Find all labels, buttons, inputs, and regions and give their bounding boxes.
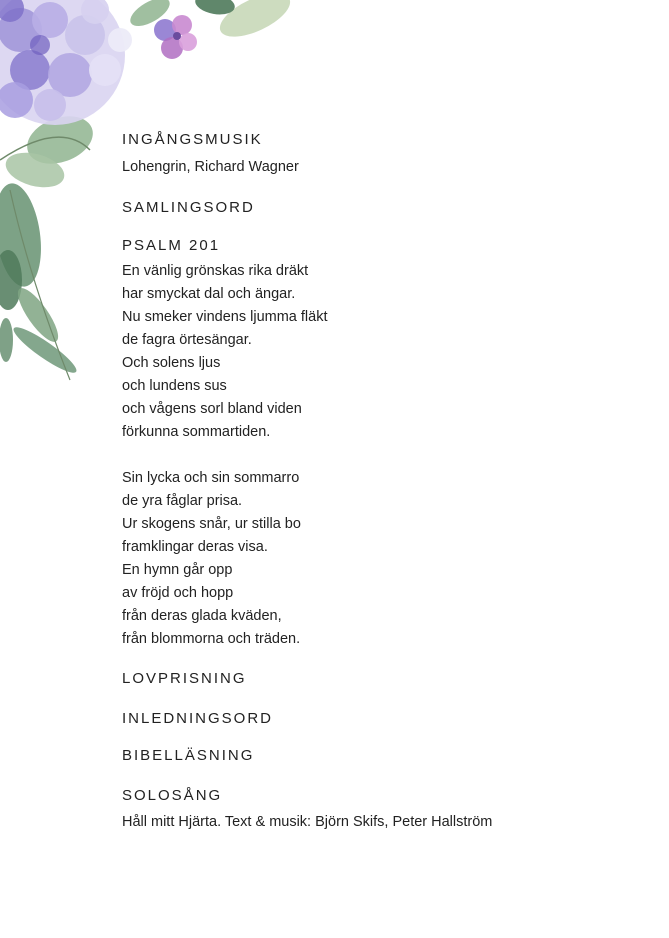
psalm-verse-2 [122,467,301,651]
verse-line: En vänlig grönskas rika dräkt [122,263,309,279]
verse-line: förkunna sommartiden. [122,424,271,440]
section-heading-psalm: PSALM 201 [122,237,221,254]
verse-line: från deras glada kväden, [122,608,282,624]
verse-line: Och solens ljus [122,355,221,371]
verse-line: Sin lycka och sin sommarro [122,470,300,486]
section-heading-entrance-music: INGÅNGSMUSIK [122,131,263,148]
verse-line: de fagra örtesängar. [122,332,252,348]
solo-song-detail: Håll mitt Hjärta. Text & musik: Björn Skifs, Peter Hallström [122,814,493,830]
section-heading-gathering-words: SAMLINGSORD [122,199,255,216]
section-heading-praise: LOVPRISNING [122,670,247,687]
verse-line: Nu smeker vindens ljumma fläkt [122,309,328,325]
pink-blossom-icon [154,15,197,59]
entrance-music-detail: Lohengrin, Richard Wagner [122,159,299,175]
verse-line: En hymn går opp [122,562,233,578]
psalm-verse-1 [122,260,328,444]
section-heading-bible-reading: BIBELLÄSNING [122,747,255,764]
section-heading-solo-song: SOLOSÅNG [122,787,223,804]
section-heading-introduction: INLEDNINGSORD [122,710,274,727]
verse-line: de yra fåglar prisa. [122,493,243,509]
verse-line: har smyckat dal och ängar. [122,286,296,302]
verse-line: Ur skogens snår, ur stilla bo [122,516,301,532]
verse-line: från blommorna och träden. [122,631,301,647]
verse-line: framklingar deras visa. [122,539,268,555]
hydrangea-flower-icon [0,0,132,125]
verse-line: av fröjd och hopp [122,585,234,601]
verse-line: och vågens sorl bland viden [122,401,302,417]
verse-line: och lundens sus [122,378,227,394]
